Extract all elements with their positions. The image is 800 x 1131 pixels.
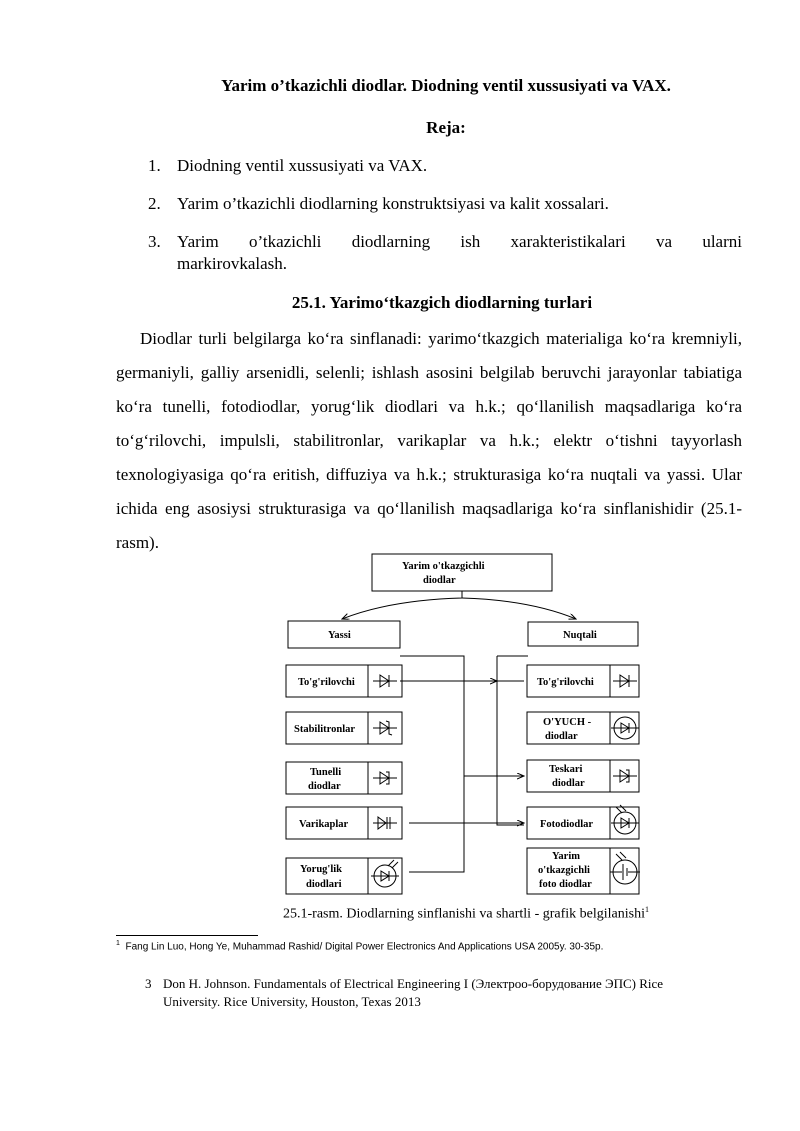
plan-item-number: 3. xyxy=(148,232,161,251)
plan-item-number: 2. xyxy=(148,194,161,213)
plan-item-1 xyxy=(148,155,742,177)
plan-item-number: 1. xyxy=(148,156,161,175)
left-item-3-label-line1: Tunelli xyxy=(310,767,342,778)
footnote-text: Fang Lin Luo, Hong Ye, Muhammad Rashid/ Digital Power Electronics And Applications USA 2005y. 30-35p. xyxy=(125,941,604,953)
figure-caption xyxy=(283,905,649,923)
plan-item-3 xyxy=(148,231,742,275)
tunnel-diode-icon xyxy=(373,772,397,784)
body-paragraph: Diodlar turli belgilarga ko‘ra sinflanadi: yarimo‘tkazgich materialiga ko‘ra kremniyli, germaniyli, galliy arsenidli, selenli; ishlash asosini belgilab beruvchi jarayonlar tabiatiga ko‘ra tunelli, fotodiodlar, yorug‘lik diodlari va h.k.; qo‘llanilish maqsadlariga ko‘ra to‘g‘rilovchi, impulsli, stabilitronlar, varikaplar va h.k.; elektr o‘tishni tayyorlash texnologiyasiga qo‘ra eritish, diffuziya va h.k.; strukturasiga ko‘ra nuqtali va yassi. Ular ichida eng asosiysi strukturasiga va qo‘llanilish maqsadlariga ko‘ra sinflanishidir (25.1-rasm). xyxy=(116,329,742,552)
left-item-4-label: Varikaplar xyxy=(299,819,349,830)
led-icon xyxy=(371,860,399,887)
nuqtali-label: Nuqtali xyxy=(563,630,597,641)
right-item-3-label-line2: diodlar xyxy=(552,778,585,789)
left-item-3-label-line2: diodlar xyxy=(308,781,341,792)
plan-item-2 xyxy=(148,193,742,215)
photo-cell-icon xyxy=(610,852,640,884)
plan-item-text: Yarim o’tkazichli diodlarning konstruktsiyasi va kalit xossalari. xyxy=(177,194,609,213)
section-title: 25.1. Yarimo‘tkazgich diodlarning turlari xyxy=(291,293,593,312)
left-item-5-label-line2: diodlari xyxy=(306,879,342,890)
left-item-2-label: Stabilitronlar xyxy=(294,724,356,735)
photodiode-icon xyxy=(611,805,639,834)
right-item-1-label: To'g'rilovchi xyxy=(537,677,594,688)
right-item-5-label-line3: foto diodlar xyxy=(539,879,592,890)
right-item-5-label-line1: Yarim xyxy=(552,851,580,862)
left-item-1-label: To'g'rilovchi xyxy=(298,677,355,688)
backward-diode-icon xyxy=(613,770,637,782)
plan-item-text-line2: markirovkalash. xyxy=(177,254,287,273)
caption-text: 25.1-rasm. Diodlarning sinflanishi va shartli - grafik belgilanishi xyxy=(283,906,645,922)
varicap-icon xyxy=(373,817,397,829)
footnote-mark: 1 xyxy=(116,940,120,947)
right-item-3-label-line1: Teskari xyxy=(549,764,583,775)
rectifier-diode-icon xyxy=(613,675,637,687)
left-item-5-label-line1: Yorug'lik xyxy=(300,864,343,875)
reference-text: Don H. Johnson. Fundamentals of Electrical Engineering I (Электроо-борудование ЭПС) Rice University. Rice University, Houston, Texas 2013 xyxy=(163,976,664,1009)
footnote-divider xyxy=(116,935,258,936)
reference-number: 3 xyxy=(145,976,152,991)
root-box xyxy=(372,554,552,591)
plan-item-text: Diodning ventil xussusiyati va VAX. xyxy=(177,156,428,175)
root-label-line1: Yarim o'tkazgichli xyxy=(402,561,485,572)
diode-classification-diagram xyxy=(280,550,645,900)
right-item-4-label: Fotodiodlar xyxy=(540,819,594,830)
microwave-diode-icon xyxy=(611,717,639,739)
root-label-line2: diodlar xyxy=(423,575,456,586)
caption-footnote-mark: 1 xyxy=(644,905,649,914)
footnote xyxy=(116,940,756,952)
document-title: Yarim o’tkazichli diodlar. Diodning ventil xussusiyati va VAX. xyxy=(221,76,671,95)
right-item-2-label-line2: diodlar xyxy=(545,731,578,742)
plan-item-text-line1: Yarim o’tkazichli diodlarning ish xarakteristikalari va ularni xyxy=(177,232,742,251)
zener-diode-icon xyxy=(373,721,397,735)
right-item-2-label-line1: O'YUCH - xyxy=(543,717,592,728)
rectifier-diode-icon xyxy=(373,675,397,687)
yassi-label: Yassi xyxy=(328,630,351,641)
right-item-5-label-line2: o'tkazgichli xyxy=(538,865,590,876)
plan-heading: Reja: xyxy=(426,118,466,137)
